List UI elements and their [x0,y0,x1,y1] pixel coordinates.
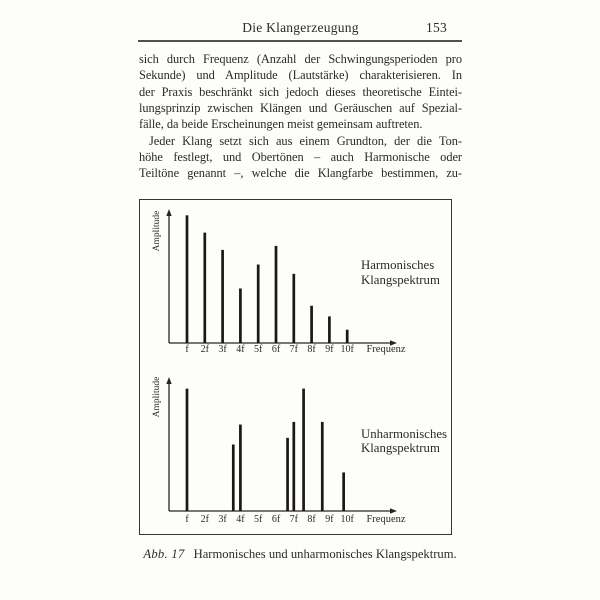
spectral-line-bar [232,445,235,512]
spectral-line-bar [239,425,242,511]
tick-label: 9f [325,514,334,525]
spectral-line-bar [346,330,349,343]
spectral-line-bar [286,438,289,511]
running-header [139,20,462,38]
spectral-line-bar [328,316,331,343]
caption-text: Harmonisches und unharmonisches Klangspektrum. [193,547,457,561]
spectrum-annotation: Harmonisches [361,258,435,272]
harmonic-spectrum-chart [152,209,440,355]
spectral-line-bar [275,246,278,343]
spectral-line-bar [239,288,242,343]
body-line: der Praxis beschränkt sich jedoch dieses theoretische Eintei- [139,84,462,99]
spectrum-annotation: Klangspektrum [361,441,440,455]
tick-label: 5f [254,344,263,355]
body-line: fälle, da beide Erscheinungen meist gemeinsam auftreten. [139,117,423,132]
caption-label: Abb. 17 [143,547,185,561]
body-line: lungsprinzip zwischen Klängen und Geräuschen auf Spezial- [139,101,462,116]
tick-label: 6f [271,514,281,525]
body-line: Sekunde) und Amplitude (Lautstärke) charakterisieren. In [139,68,462,83]
x-axis-label: Frequenz [366,344,406,355]
figure-box [139,199,452,535]
tick-label: 10f [340,344,354,355]
body-line: Teiltöne genannt –, welche die Klangfarbe bestimmen, zu- [139,166,462,181]
spectral-line-bar [310,306,313,343]
spectral-line-bar [186,389,189,511]
spectrum-annotation: Unharmonisches [361,427,448,441]
y-axis-label: Amplitude [152,210,162,252]
y-axis-label: Amplitude [152,376,162,418]
tick-label: 7f [289,344,298,355]
inharmonic-spectrum-chart [152,377,447,525]
tick-label: 5f [254,514,263,525]
tick-label: 2f [200,514,209,525]
y-axis-arrow-icon [166,377,171,384]
spectral-line-bar [321,422,324,511]
x-axis-label: Frequenz [366,514,406,525]
tick-label: f [185,514,189,525]
tick-label: 4f [236,514,245,525]
page-number: 153 [426,20,447,35]
tick-label: 8f [307,514,316,525]
tick-label: 9f [325,344,334,355]
spectral-line-bar [257,265,260,343]
body-line: höhe festlegt, und Obertönen – auch Harmonische oder [139,150,462,165]
spectra-figure [140,200,450,533]
y-axis-arrow-icon [166,209,171,216]
spectral-line-bar [203,233,206,343]
spectral-line-bar [292,274,295,343]
spectral-line-bar [186,215,189,343]
tick-label: 2f [200,344,209,355]
tick-label: 8f [307,344,316,355]
spectral-line-bar [221,250,224,343]
figure-caption [138,547,462,562]
body-line: Jeder Klang setzt sich aus einem Grundton, der die Ton- [149,133,462,148]
spectral-line-bar [292,422,295,511]
tick-label: 4f [236,344,245,355]
tick-label: f [185,344,189,355]
tick-label: 6f [271,344,281,355]
spectral-line-bar [302,389,305,511]
x-axis-arrow-icon [390,508,397,513]
spectrum-annotation: Klangspektrum [361,273,440,287]
tick-label: 10f [340,514,354,525]
body-text [139,51,462,182]
tick-label: 3f [218,344,227,355]
tick-label: 7f [289,514,298,525]
page-title: Die Klangerzeugung [242,20,359,35]
tick-label: 3f [218,514,227,525]
header-rule [138,40,462,42]
spectral-line-bar [342,472,345,511]
body-line: sich durch Frequenz (Anzahl der Schwingungsperioden pro [139,52,462,66]
